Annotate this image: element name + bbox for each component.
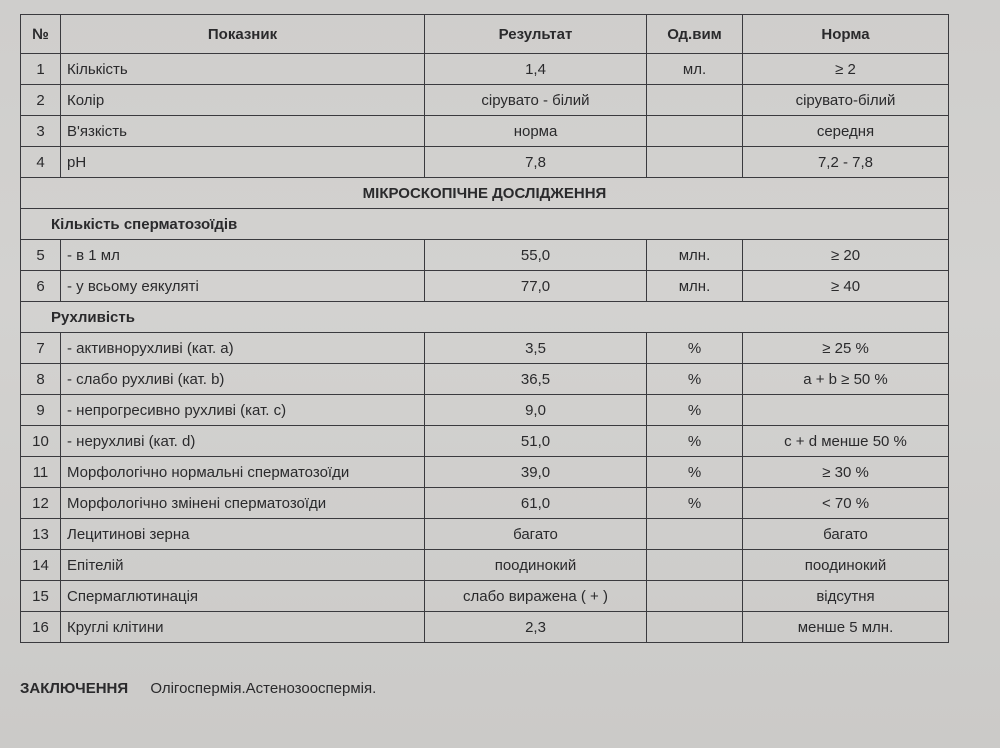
semen-analysis-table xyxy=(20,14,949,643)
section-row xyxy=(21,178,949,209)
row-result: 55,0 xyxy=(425,240,647,271)
row-number: 11 xyxy=(21,457,61,488)
table-row xyxy=(21,364,949,395)
row-result: слабо виражена ( + ) xyxy=(425,581,647,612)
row-norm: багато xyxy=(743,519,949,550)
table-row xyxy=(21,395,949,426)
row-result: 39,0 xyxy=(425,457,647,488)
row-norm: відсутня xyxy=(743,581,949,612)
row-indicator: В'язкість xyxy=(61,116,425,147)
row-result: 61,0 xyxy=(425,488,647,519)
table-header-row xyxy=(21,15,949,54)
table-row xyxy=(21,488,949,519)
row-result: 7,8 xyxy=(425,147,647,178)
row-number: 10 xyxy=(21,426,61,457)
row-norm: поодинокий xyxy=(743,550,949,581)
row-unit: % xyxy=(647,364,743,395)
row-norm: ≥ 40 xyxy=(743,271,949,302)
row-norm: a + b ≥ 50 % xyxy=(743,364,949,395)
row-norm: ≥ 20 xyxy=(743,240,949,271)
row-number: 7 xyxy=(21,333,61,364)
macroscopic-rows xyxy=(21,54,949,178)
header-unit: Од.вим xyxy=(647,15,743,54)
table-row xyxy=(21,271,949,302)
row-result: 36,5 xyxy=(425,364,647,395)
count-rows xyxy=(21,240,949,302)
row-norm xyxy=(743,395,949,426)
table-row xyxy=(21,54,949,85)
row-norm: середня xyxy=(743,116,949,147)
row-number: 12 xyxy=(21,488,61,519)
row-unit: % xyxy=(647,426,743,457)
table-row xyxy=(21,147,949,178)
subsection-row xyxy=(21,209,949,240)
row-unit xyxy=(647,116,743,147)
row-number: 4 xyxy=(21,147,61,178)
table-row xyxy=(21,581,949,612)
row-result: 77,0 xyxy=(425,271,647,302)
table-row xyxy=(21,240,949,271)
row-indicator: Спермаглютинація xyxy=(61,581,425,612)
row-unit: % xyxy=(647,457,743,488)
row-indicator: Морфологічно змінені сперматозоїди xyxy=(61,488,425,519)
row-indicator: Епітелій xyxy=(61,550,425,581)
row-indicator: Лецитинові зерна xyxy=(61,519,425,550)
row-unit: % xyxy=(647,488,743,519)
row-indicator: pH xyxy=(61,147,425,178)
row-norm: c + d менше 50 % xyxy=(743,426,949,457)
row-number: 13 xyxy=(21,519,61,550)
table-row xyxy=(21,612,949,643)
row-number: 16 xyxy=(21,612,61,643)
row-indicator: Круглі клітини xyxy=(61,612,425,643)
row-norm: < 70 % xyxy=(743,488,949,519)
table-row xyxy=(21,116,949,147)
row-result: 3,5 xyxy=(425,333,647,364)
row-indicator: Морфологічно нормальні сперматозоїди xyxy=(61,457,425,488)
row-unit xyxy=(647,550,743,581)
row-result: багато xyxy=(425,519,647,550)
row-unit xyxy=(647,519,743,550)
row-unit: мл. xyxy=(647,54,743,85)
table-row xyxy=(21,333,949,364)
row-indicator: - непрогресивно рухливі (кат. с) xyxy=(61,395,425,426)
row-result: норма xyxy=(425,116,647,147)
row-result: 51,0 xyxy=(425,426,647,457)
row-result: 2,3 xyxy=(425,612,647,643)
motility-rows xyxy=(21,333,949,643)
row-number: 8 xyxy=(21,364,61,395)
row-indicator: - активнорухливі (кат. а) xyxy=(61,333,425,364)
row-norm: 7,2 - 7,8 xyxy=(743,147,949,178)
conclusion-text: Олігоспермія.Астенозооспермія. xyxy=(150,680,377,697)
header-norm: Норма xyxy=(743,15,949,54)
row-number: 6 xyxy=(21,271,61,302)
table-row xyxy=(21,85,949,116)
conclusion-label: ЗАКЛЮЧЕННЯ xyxy=(20,680,129,697)
row-result: сірувато - білий xyxy=(425,85,647,116)
row-result: 1,4 xyxy=(425,54,647,85)
table-row xyxy=(21,426,949,457)
row-indicator: - у всьому еякуляті xyxy=(61,271,425,302)
table-row xyxy=(21,457,949,488)
row-result: 9,0 xyxy=(425,395,647,426)
header-num: № xyxy=(21,15,61,54)
row-number: 3 xyxy=(21,116,61,147)
row-number: 14 xyxy=(21,550,61,581)
row-unit xyxy=(647,85,743,116)
row-result: поодинокий xyxy=(425,550,647,581)
row-norm: ≥ 30 % xyxy=(743,457,949,488)
row-number: 5 xyxy=(21,240,61,271)
row-indicator: - слабо рухливі (кат. b) xyxy=(61,364,425,395)
row-unit xyxy=(647,147,743,178)
row-unit: млн. xyxy=(647,240,743,271)
row-number: 9 xyxy=(21,395,61,426)
row-unit: % xyxy=(647,395,743,426)
row-norm: менше 5 млн. xyxy=(743,612,949,643)
row-number: 2 xyxy=(21,85,61,116)
microscopic-section xyxy=(21,178,949,240)
header-result: Результат xyxy=(425,15,647,54)
row-unit: млн. xyxy=(647,271,743,302)
header-indicator: Показник xyxy=(61,15,425,54)
row-unit: % xyxy=(647,333,743,364)
row-indicator: Кількість xyxy=(61,54,425,85)
row-unit xyxy=(647,581,743,612)
row-indicator: - нерухливі (кат. d) xyxy=(61,426,425,457)
subsection-count-title: Кількість сперматозоїдів xyxy=(21,209,949,240)
row-norm: ≥ 25 % xyxy=(743,333,949,364)
subsection-motility-title: Рухливість xyxy=(21,302,949,333)
row-norm: ≥ 2 xyxy=(743,54,949,85)
motility-section xyxy=(21,302,949,333)
row-number: 15 xyxy=(21,581,61,612)
subsection-row xyxy=(21,302,949,333)
row-unit xyxy=(647,612,743,643)
row-indicator: Колір xyxy=(61,85,425,116)
conclusion xyxy=(20,680,376,697)
row-number: 1 xyxy=(21,54,61,85)
section-title: МІКРОСКОПІЧНЕ ДОСЛІДЖЕННЯ xyxy=(21,178,949,209)
row-indicator: - в 1 мл xyxy=(61,240,425,271)
table-row xyxy=(21,550,949,581)
row-norm: сірувато-білий xyxy=(743,85,949,116)
table-row xyxy=(21,519,949,550)
